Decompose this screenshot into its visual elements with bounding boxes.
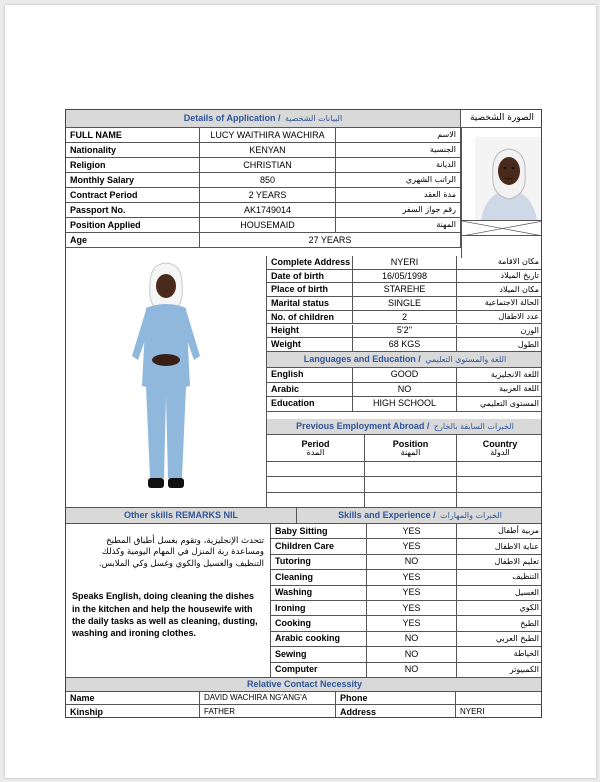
- relative-name-label-cell: [66, 692, 200, 705]
- personal-ar-text: الديانة: [435, 160, 456, 169]
- personal-value-text: AK1749014: [243, 204, 292, 215]
- personal-ar: [336, 128, 461, 143]
- info-value: [353, 283, 457, 297]
- info-ar: [457, 283, 542, 297]
- skill-label-text: Arabic cooking: [275, 633, 341, 644]
- info-ar: [457, 325, 542, 339]
- language-label-text: Education: [271, 398, 315, 409]
- application-form: [65, 109, 542, 718]
- info-value-text: 68 KGS: [388, 339, 421, 350]
- employment-country-cell: [457, 477, 542, 492]
- full-body-photo: [66, 256, 267, 508]
- other-skills-header: [66, 508, 297, 524]
- info-ar-text: الحالة الاجتماعية: [484, 298, 539, 308]
- skill-ar: [457, 601, 542, 616]
- personal-ar: [336, 188, 461, 203]
- info-ar: [457, 256, 542, 270]
- info-ar: [457, 270, 542, 284]
- info-label: [267, 297, 353, 311]
- personal-value-text: 2 YEARS: [248, 189, 287, 200]
- skill-label: [271, 616, 367, 631]
- relative-kinship-value: FATHER: [204, 707, 235, 716]
- relative-name-label: Name: [70, 692, 95, 703]
- skill-value-text: NO: [404, 633, 419, 644]
- relative-kinship-value-cell: [200, 705, 336, 718]
- employment-title-ar: الخبرات السابقة بالخارج: [433, 421, 514, 431]
- skill-value-text: YES: [402, 571, 421, 582]
- skill-ar: [457, 632, 542, 647]
- language-value-text: NO: [397, 383, 412, 394]
- info-label: [267, 338, 353, 352]
- info-value: [353, 297, 457, 311]
- info-label: [267, 325, 353, 339]
- personal-label: [66, 128, 200, 143]
- skill-value: [367, 632, 457, 647]
- skill-label-text: Ironing: [275, 602, 306, 613]
- personal-value-text: LUCY WAITHIRA WACHIRA: [210, 129, 325, 140]
- employment-title-en: Previous Employment Abroad /: [296, 421, 430, 431]
- personal-value-text: 850: [259, 174, 276, 185]
- skills-title-ar: الخبرات والمهارات: [440, 510, 502, 520]
- photo-divider: [461, 128, 462, 258]
- personal-value: [200, 188, 336, 203]
- info-ar: [457, 338, 542, 352]
- skill-ar: [457, 555, 542, 570]
- other-skills-arabic: تتحدث الإنجليزية، وتقوم بغسل أطباق المطبخ ومساعدة ربة المنزل في المهام اليومية وكذلك التنظيف والغسيل والكوي وغسل وكي الملابس.: [98, 536, 264, 569]
- personal-ar-text: رقم جواز السفر: [402, 205, 456, 214]
- language-ar-text: المستوى التعليمي: [479, 398, 539, 408]
- personal-value: [200, 143, 336, 158]
- skill-value-text: YES: [402, 525, 421, 536]
- skill-ar-text: التنظيف: [512, 572, 539, 582]
- details-header: [66, 110, 461, 128]
- skill-ar: [457, 586, 542, 601]
- language-ar-text: اللغة العربية: [499, 384, 539, 394]
- personal-ar: [336, 203, 461, 218]
- skill-value: [367, 524, 457, 539]
- skill-label-text: Sewing: [275, 648, 307, 659]
- skill-value-text: NO: [404, 556, 419, 567]
- language-ar: [457, 383, 542, 398]
- info-value: [353, 325, 457, 339]
- skill-value: [367, 586, 457, 601]
- skill-label-text: Computer: [275, 664, 318, 675]
- info-label-text: Height: [271, 325, 299, 336]
- employment-position-cell: [365, 462, 457, 477]
- info-label-text: Date of birth: [271, 270, 324, 281]
- employment-country-cell: [457, 493, 542, 508]
- skill-ar-text: الطبخ: [520, 618, 539, 628]
- language-value-text: GOOD: [390, 369, 419, 380]
- personal-label: [66, 233, 200, 248]
- info-value: [353, 270, 457, 284]
- language-ar: [457, 397, 542, 412]
- photo-header: [461, 110, 542, 128]
- info-label: [267, 256, 353, 270]
- relative-phone-label: Phone: [340, 692, 368, 703]
- info-value-text: 5'2'': [396, 325, 413, 336]
- skill-ar: [457, 570, 542, 585]
- personal-label: [66, 188, 200, 203]
- info-label-text: Weight: [271, 339, 301, 350]
- personal-ar: [336, 218, 461, 233]
- info-value-text: 2: [401, 311, 407, 322]
- skill-value: [367, 555, 457, 570]
- info-label-text: Place of birth: [271, 284, 329, 295]
- skill-value: [367, 616, 457, 631]
- skill-ar-text: الكمبيوتر: [509, 664, 539, 674]
- info-value: [353, 256, 457, 270]
- country-col-header: [457, 435, 542, 462]
- skill-label: [271, 586, 367, 601]
- relative-name-value-cell: [200, 692, 336, 705]
- relative-address-value: NYERI: [460, 707, 485, 716]
- language-label-text: English: [271, 369, 304, 380]
- language-label: [267, 383, 353, 398]
- relative-phone-value-cell: [456, 692, 542, 705]
- relative-kinship-label: Kinship: [70, 706, 103, 717]
- personal-label: [66, 173, 200, 188]
- personal-label: [66, 218, 200, 233]
- skill-value-text: YES: [402, 541, 421, 552]
- position-col-header: [365, 435, 457, 462]
- skill-label-text: Children Care: [275, 541, 335, 552]
- skill-value-text: YES: [402, 587, 421, 598]
- info-ar: [457, 311, 542, 325]
- skill-value-text: NO: [404, 664, 419, 675]
- skill-ar: [457, 663, 542, 678]
- info-value-text: SINGLE: [387, 297, 421, 308]
- personal-label-text: Contract Period: [70, 189, 138, 200]
- skill-label: [271, 570, 367, 585]
- language-value-text: HIGH SCHOOL: [372, 398, 436, 409]
- relative-name-value: DAVID WACHIRA NG'ANG'A: [204, 693, 308, 702]
- passport-photo: [475, 137, 542, 221]
- language-label-text: Arabic: [271, 383, 300, 394]
- personal-ar-text: الاسم: [437, 130, 456, 139]
- info-value: [353, 338, 457, 352]
- info-value-text: STAREHE: [383, 284, 426, 295]
- personal-value: [200, 158, 336, 173]
- skill-value-text: YES: [402, 618, 421, 629]
- skill-ar-text: الطبخ العربي: [495, 633, 539, 643]
- relative-address-label: Address: [340, 706, 377, 717]
- info-ar-text: الوزن: [520, 325, 539, 335]
- employment-header: [267, 419, 542, 435]
- personal-value-text: HOUSEMAID: [240, 219, 295, 230]
- language-value: [353, 397, 457, 412]
- personal-label-text: Nationality: [70, 144, 117, 155]
- skill-ar: [457, 647, 542, 662]
- info-ar-text: عدد الاطفال: [498, 312, 539, 322]
- personal-ar-text: مدة العقد: [424, 190, 456, 199]
- info-label: [267, 283, 353, 297]
- employment-period-cell: [267, 462, 365, 477]
- languages-title-en: Languages and Education /: [303, 354, 421, 364]
- skill-ar: [457, 539, 542, 554]
- skill-ar-text: الغسيل: [514, 587, 539, 597]
- info-label: [267, 311, 353, 325]
- skill-value: [367, 539, 457, 554]
- skill-value-text: NO: [404, 648, 419, 659]
- personal-ar: [336, 143, 461, 158]
- personal-label-text: Monthly Salary: [70, 174, 135, 185]
- language-label: [267, 397, 353, 412]
- skill-label-text: Washing: [275, 587, 313, 598]
- skill-label: [271, 632, 367, 647]
- info-ar-text: تاريخ الميلاد: [500, 271, 539, 281]
- employment-period-cell: [267, 493, 365, 508]
- personal-label-text: FULL NAME: [70, 129, 122, 140]
- country-en: Country: [482, 438, 518, 449]
- personal-label-text: Religion: [70, 159, 106, 170]
- skills-header: [297, 508, 542, 524]
- skill-label: [271, 555, 367, 570]
- info-ar-text: مكان الاقامة: [497, 257, 539, 267]
- languages-title-ar: اللغة والمستوى التعليمي: [425, 354, 507, 364]
- position-ar: المهنة: [400, 447, 421, 457]
- skill-ar-text: مربية أطفال: [497, 526, 539, 536]
- personal-value-text: KENYAN: [249, 144, 286, 155]
- personal-value: [200, 218, 336, 233]
- personal-value: [200, 203, 336, 218]
- language-ar: [457, 368, 542, 383]
- position-en: Position: [392, 438, 429, 449]
- relative-address-value-cell: [456, 705, 542, 718]
- info-label-text: Complete Address: [271, 256, 351, 267]
- personal-label: [66, 203, 200, 218]
- personal-value: [200, 128, 336, 143]
- language-label: [267, 368, 353, 383]
- skill-ar: [457, 616, 542, 631]
- relative-header: [66, 678, 542, 692]
- country-ar: الدولة: [490, 447, 510, 457]
- skill-ar: [457, 524, 542, 539]
- skill-label: [271, 539, 367, 554]
- language-value: [353, 383, 457, 398]
- other-skills-title: Other skills REMARKS NIL: [123, 510, 239, 520]
- personal-ar: [336, 158, 461, 173]
- language-ar-text: اللغة الانجليزية: [490, 369, 539, 379]
- personal-ar-text: الراتب الشهري: [405, 175, 456, 184]
- skill-label-text: Tutoring: [275, 556, 311, 567]
- languages-header: [267, 352, 542, 368]
- other-skills-english: Speaks English, doing cleaning the dishes in the kitchen and help the housewife with the daily tasks as well as cleaning, dusting, washing and ironing clothes.: [72, 591, 258, 638]
- skill-ar-text: تعليم الاطفال: [494, 556, 539, 566]
- info-ar-text: الطول: [517, 339, 539, 349]
- personal-ar-text: الجنسية: [429, 145, 456, 154]
- info-value-text: NYERI: [390, 256, 419, 267]
- skill-value-text: YES: [402, 602, 421, 613]
- employment-position-cell: [365, 493, 457, 508]
- period-en: Period: [301, 438, 330, 449]
- relative-kinship-label-cell: [66, 705, 200, 718]
- personal-label-text: Age: [70, 234, 88, 245]
- employment-period-cell: [267, 477, 365, 492]
- photo-header-ar: الصورة الشخصية: [469, 113, 535, 123]
- language-value: [353, 368, 457, 383]
- skill-label-text: Cleaning: [275, 571, 314, 582]
- period-col-header: [267, 435, 365, 462]
- skill-label: [271, 601, 367, 616]
- empty-box-1: [462, 221, 542, 236]
- personal-label-text: Position Applied: [70, 219, 141, 230]
- skill-ar-text: الخياطة: [513, 649, 539, 659]
- skill-label: [271, 663, 367, 678]
- personal-label-text: Passport No.: [70, 204, 126, 215]
- skill-ar-text: عناية الاطفال: [494, 541, 539, 551]
- personal-label: [66, 143, 200, 158]
- period-ar: المدة: [306, 447, 325, 457]
- employment-position-cell: [365, 477, 457, 492]
- skill-value: [367, 647, 457, 662]
- personal-value: [200, 233, 461, 248]
- personal-value: [200, 173, 336, 188]
- info-value: [353, 311, 457, 325]
- relative-title: Relative Contact Necessity: [246, 679, 363, 689]
- info-label-text: Marital status: [271, 297, 330, 308]
- info-label: [267, 270, 353, 284]
- skill-label: [271, 524, 367, 539]
- personal-ar: [336, 173, 461, 188]
- skill-label-text: Cooking: [275, 618, 311, 629]
- personal-ar-text: المهنة: [436, 220, 456, 229]
- personal-label: [66, 158, 200, 173]
- info-value-text: 16/05/1998: [381, 270, 428, 281]
- info-ar: [457, 297, 542, 311]
- skill-value: [367, 663, 457, 678]
- info-label-text: No. of children: [271, 311, 334, 322]
- relative-phone-label-cell: [336, 692, 456, 705]
- personal-value-text: CHRISTIAN: [243, 159, 292, 170]
- info-ar-text: مكان الميلاد: [499, 284, 539, 294]
- skill-value: [367, 601, 457, 616]
- employment-country-cell: [457, 462, 542, 477]
- relative-address-label-cell: [336, 705, 456, 718]
- skill-label-text: Baby Sitting: [275, 525, 328, 536]
- other-skills-body: [66, 524, 271, 678]
- personal-value-text: 27 YEARS: [308, 234, 352, 245]
- details-header-en: Details of Application /: [183, 113, 281, 123]
- skill-label: [271, 647, 367, 662]
- details-header-ar: البيانات الشخصية: [284, 113, 343, 123]
- skill-ar-text: الكوي: [519, 603, 539, 613]
- skill-value: [367, 570, 457, 585]
- skills-title-en: Skills and Experience /: [338, 510, 436, 520]
